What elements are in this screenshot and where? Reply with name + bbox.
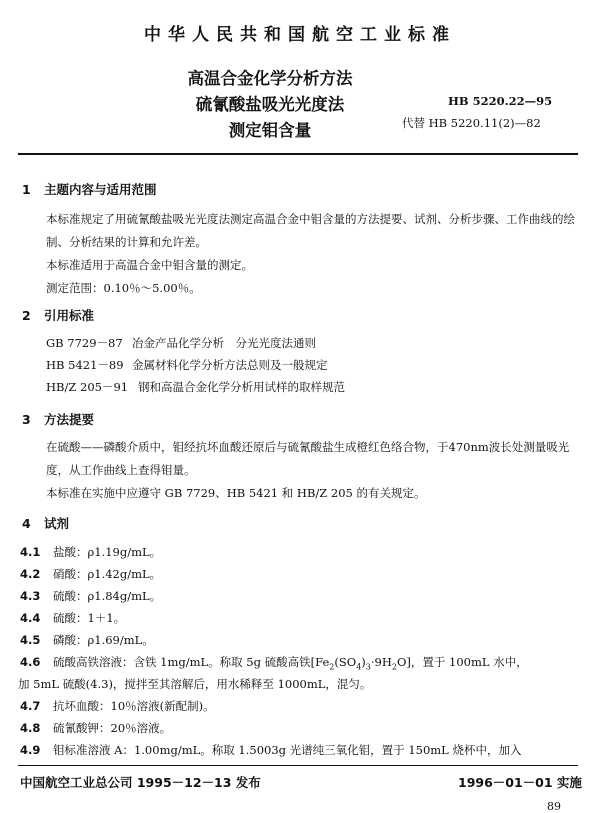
reference-name: 金属材料化学分析方法总则及一般规定: [132, 358, 328, 372]
paragraph: 在硫酸——磷酸介质中，钼经抗坏血酸还原后与硫氰酸盐生成橙红色络合物，于470nm波长处测量吸光度，从工作曲线上查得钼量。: [46, 440, 570, 477]
document-title-line-1: 高温合金化学分析方法: [187, 69, 353, 88]
reagent-item: [20, 610, 125, 626]
paragraph: 本标准在实施中应遵守 GB 7729、HB 5421 和 HB/Z 205 的有关规定。: [46, 486, 426, 500]
reference-code: HB/Z 205－91: [46, 380, 129, 394]
document-title-line-3: 测定钼含量: [228, 121, 312, 140]
reagent-item: [20, 632, 154, 648]
item-number: 4.4: [20, 611, 41, 625]
reference-code: GB 7729－87: [46, 336, 123, 350]
section-title: 主题内容与适用范围: [44, 182, 157, 197]
section-number: 1: [22, 182, 31, 197]
item-text: 硫酸：1＋1。: [53, 611, 126, 625]
reference-name: 钢和高温合金化学分析用试样的取样规范: [138, 380, 345, 394]
page-number: 89: [547, 800, 561, 813]
item-number: 4.2: [20, 567, 41, 581]
section-number: 3: [22, 412, 31, 427]
item-number: 4.5: [20, 633, 41, 647]
item-text-continuation: 加 5mL 硫酸(4.3)，搅拌至其溶解后，用水稀释至 1000mL，混匀。: [18, 677, 372, 691]
section-number: 4: [22, 516, 31, 531]
section-4-heading: [22, 514, 69, 532]
reagent-item: [20, 588, 161, 604]
item-number: 4.8: [20, 721, 41, 735]
standard-name: 中华人民共和国航空工业标准: [144, 25, 456, 45]
item-text: 硝酸：ρ1.42g/mL。: [53, 567, 162, 581]
standard-code: HB 5220.22—95: [448, 94, 553, 108]
paragraph: 本标准适用于高温合金中钼含量的测定。: [46, 258, 253, 272]
reagent-item: [20, 544, 161, 560]
footer-rule: [18, 765, 578, 766]
issuer-date: 中国航空工业总公司 1995－12－13 发布: [20, 775, 261, 790]
item-text: 硫酸：ρ1.84g/mL。: [53, 589, 162, 603]
reference-item: [46, 332, 345, 354]
section-2-heading: [22, 306, 94, 324]
section-number: 2: [22, 308, 31, 323]
reagent-item: [20, 698, 215, 714]
reference-item: [46, 376, 345, 398]
section-1-heading: [22, 180, 157, 198]
reagent-item: [20, 742, 521, 758]
reference-list: [46, 332, 345, 398]
section-3-heading: [22, 410, 94, 428]
item-number: 4.3: [20, 589, 41, 603]
paragraph: 测定范围：0.10％～5.00％。: [46, 281, 201, 295]
reagent-item: [20, 566, 161, 582]
effective-date: 1996－01－01 实施: [458, 775, 582, 790]
item-text: 磷酸：ρ1.69/mL。: [53, 633, 154, 647]
paragraph: 本标准规定了用硫氰酸盐吸光光度法测定高温合金中钼含量的方法提要、试剂、分析步骤、工作曲线的绘制、分析结果的计算和允许差。: [46, 212, 575, 249]
item-text: 硫酸高铁溶液：含铁 1mg/mL。称取 5g 硫酸高铁$[Fe_2(SO_4)_3\cdot 9H_2O]$，置于 100mL 水中，: [53, 655, 528, 672]
item-number: 4.6: [20, 655, 41, 669]
section-title: 试剂: [44, 516, 70, 531]
section-title: 引用标准: [44, 308, 95, 323]
reference-code: HB 5421－89: [46, 358, 124, 372]
reagent-item: [20, 720, 171, 736]
reference-name: 冶金产品化学分析 分光光度法通则: [132, 336, 316, 350]
item-text: 盐酸：ρ1.19g/mL。: [53, 545, 162, 559]
header-rule: [18, 153, 578, 155]
item-text: 钼标准溶液 A：1.00mg/mL。称取 1.5003g 光谱纯三氧化钼，置于 150mL 烧杯中，加入: [53, 743, 522, 757]
reference-item: [46, 354, 345, 376]
section-1-body: [18, 208, 580, 300]
item-text: 抗坏血酸：10％溶液(新配制)。: [53, 699, 215, 713]
replaced-standard-code: 代替 HB 5220.11(2)—82: [402, 116, 541, 130]
item-number: 4.9: [20, 743, 41, 757]
item-number: 4.7: [20, 699, 41, 713]
section-title: 方法提要: [44, 412, 95, 427]
item-text: 硫氰酸钾：20％溶液。: [53, 721, 172, 735]
reagent-item: [20, 654, 528, 671]
document-title-line-2: 硫氰酸盐吸光光度法: [195, 95, 345, 114]
section-3-body: [18, 436, 580, 505]
item-number: 4.1: [20, 545, 41, 559]
